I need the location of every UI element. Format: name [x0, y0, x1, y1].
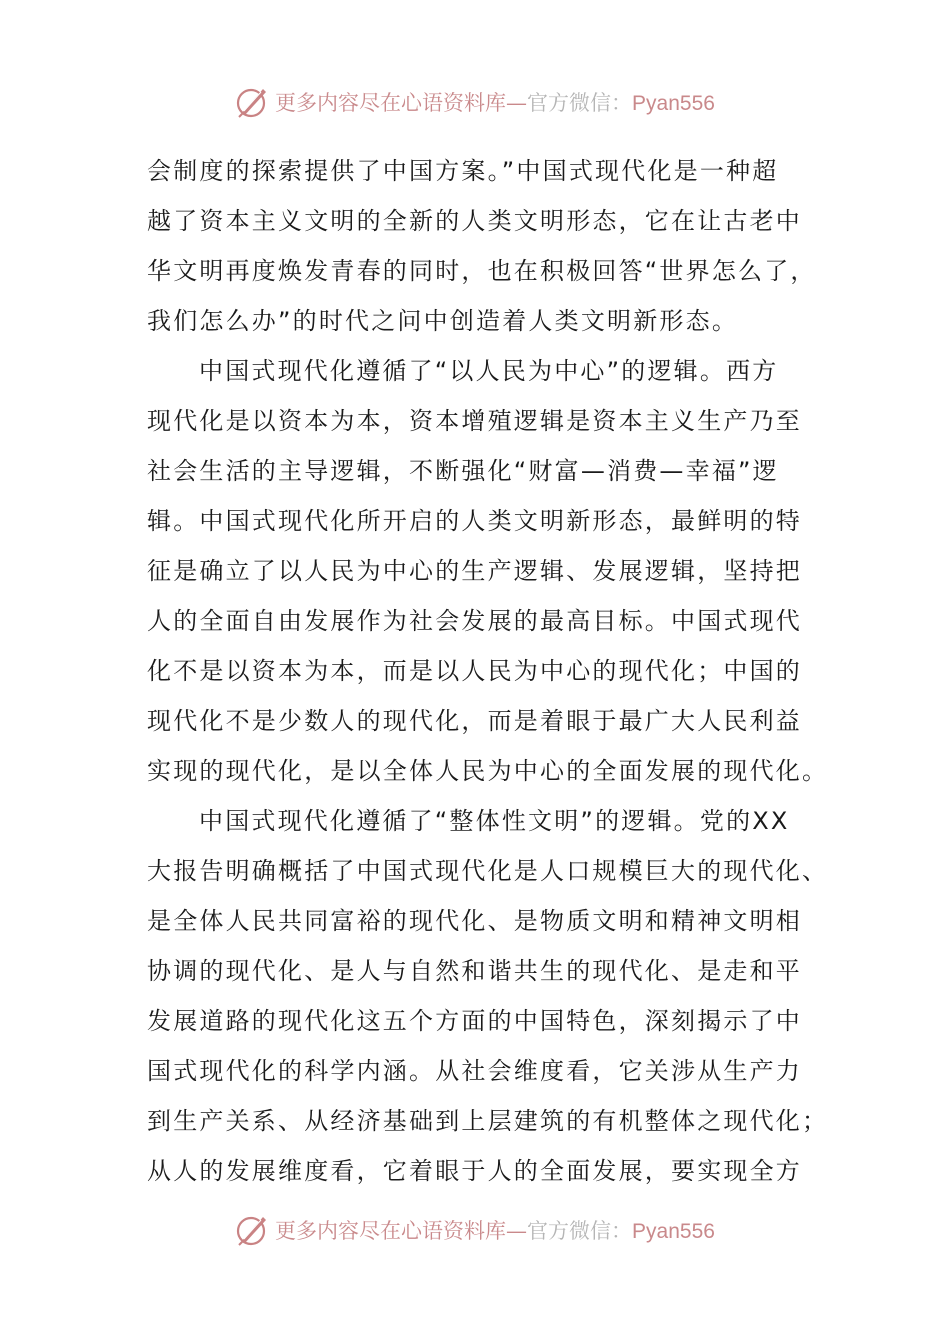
banner-main-text: 更多内容尽在心语资料库 — [275, 1219, 507, 1243]
text-line: 中国式现代化遵循了“整体性文明”的逻辑。党的XX — [199, 807, 790, 835]
text-line: 现代化是以资本为本，资本增殖逻辑是资本主义生产乃至 — [147, 407, 802, 435]
banner-sub-text: 官方微信： — [527, 1219, 633, 1243]
text-line: 会制度的探索提供了中国方案。”中国式现代化是一种超 — [147, 157, 779, 185]
header-banner — [0, 82, 950, 122]
banner-main-text: 更多内容尽在心语资料库 — [275, 91, 507, 115]
text-line: 到生产关系、从经济基础到上层建筑的有机整体之现代化； — [147, 1107, 829, 1135]
text-line: 现代化不是少数人的现代化，而是着眼于最广大人民利益 — [147, 707, 802, 735]
text-line: 实现的现代化，是以全体人民为中心的全面发展的现代化。 — [147, 757, 829, 785]
text-line: 是全体人民共同富裕的现代化、是物质文明和精神文明相 — [147, 907, 802, 935]
text-line: 人的全面自由发展作为社会发展的最高目标。中国式现代 — [147, 607, 802, 635]
text-line: 越了资本主义文明的全新的人类文明形态，它在让古老中 — [147, 207, 802, 235]
text-line: 我们怎么办”的时代之问中创造着人类文明新形态。 — [147, 307, 739, 335]
text-line: 征是确立了以人民为中心的生产逻辑、发展逻辑，坚持把 — [147, 557, 802, 585]
text-line: 国式现代化的科学内涵。从社会维度看，它关涉从生产力 — [147, 1057, 802, 1085]
banner-dash: — — [506, 1219, 528, 1243]
text-line: 大报告明确概括了中国式现代化是人口规模巨大的现代化、 — [147, 857, 829, 885]
banner-dash: — — [506, 91, 528, 115]
banner-wechat-id: Pyan556 — [632, 1220, 715, 1243]
banner-sub-text: 官方微信： — [527, 91, 633, 115]
banner-text — [275, 1215, 715, 1245]
text-line: 协调的现代化、是人与自然和谐共生的现代化、是走和平 — [147, 957, 802, 985]
quill-pen-logo-icon — [235, 1212, 271, 1248]
text-line: 发展道路的现代化这五个方面的中国特色，深刻揭示了中 — [147, 1007, 802, 1035]
banner-text — [275, 87, 715, 117]
text-line: 中国式现代化遵循了“以人民为中心”的逻辑。西方 — [199, 357, 779, 385]
quill-pen-logo-icon — [235, 84, 271, 120]
text-line: 辑。中国式现代化所开启的人类文明新形态，最鲜明的特 — [147, 507, 802, 535]
text-line: 华文明再度焕发青春的同时，也在积极回答“世界怎么了， — [147, 257, 817, 285]
document-body — [147, 146, 829, 1196]
banner-wechat-id: Pyan556 — [632, 92, 715, 115]
footer-banner — [0, 1210, 950, 1250]
text-line: 从人的发展维度看，它着眼于人的全面发展，要实现全方 — [147, 1157, 802, 1185]
text-line: 化不是以资本为本，而是以人民为中心的现代化；中国的 — [147, 657, 802, 685]
text-line: 社会生活的主导逻辑，不断强化“财富—消费—幸福”逻 — [147, 457, 779, 485]
